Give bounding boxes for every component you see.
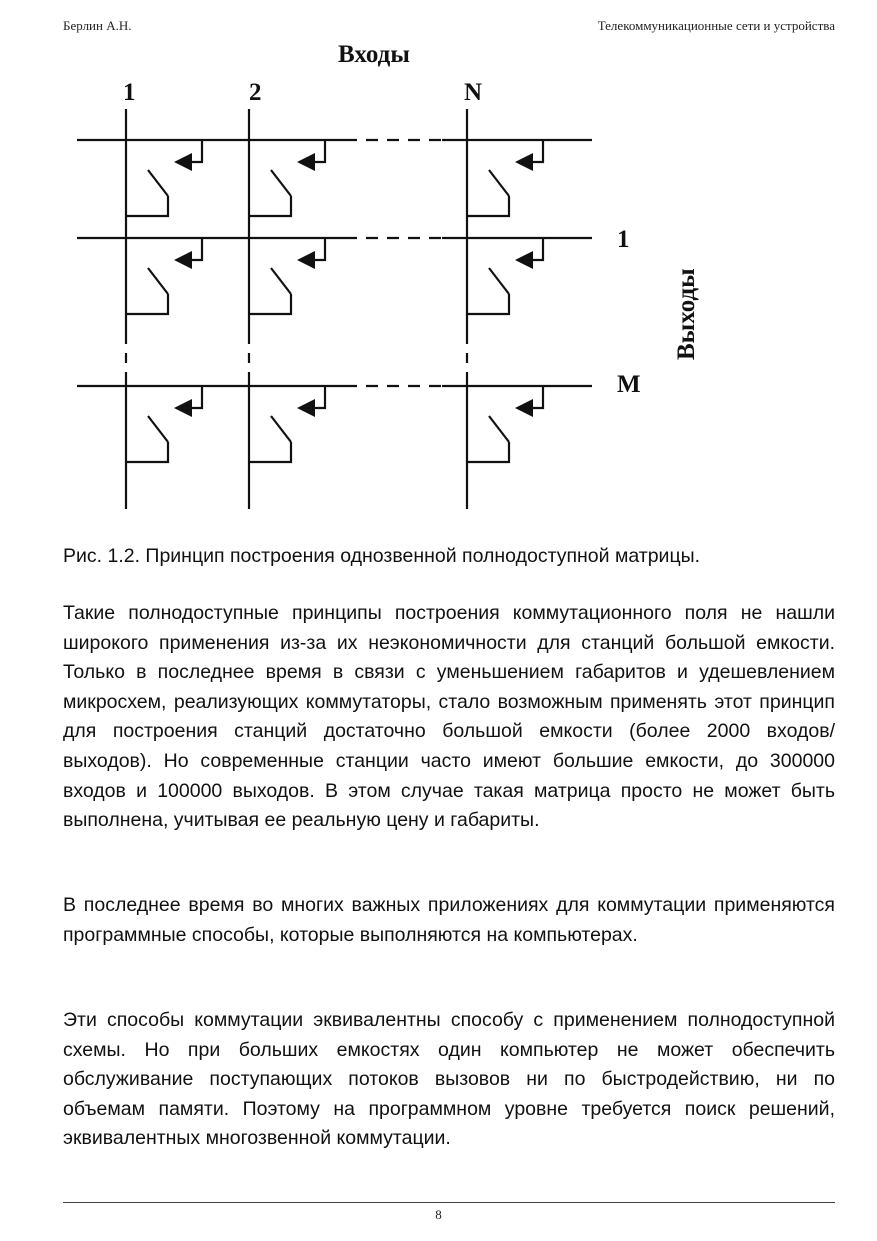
crosspoint-contact [489,268,509,294]
crosspoint-contact [271,416,291,442]
paragraph-1: Такие полнодоступные принципы построения коммутационного поля не нашли широкого применения из-за их неэкономичности для станций большой емкости. Только в последнее время в связи с уменьшением габаритов и удешевлением микросхем, реализующих коммутаторы, стало возможным применять этот принцип для построения станций достаточно большой емкости (более 2000 входов/выходов). Но современные станции часто имеют большие емкости, до 300000 входов и 100000 выходов. В этом случае такая матрица просто не может быть выполнена, учитывая ее реальную цену и габариты. [63,602,835,832]
crosspoint-control-lead [315,386,325,408]
inputs-title: Входы [338,41,410,68]
crosspoint-arrow [297,251,315,269]
crosspoint-contact [271,268,291,294]
crosspoint-arrow [515,399,533,417]
crosspoint-control-lead [533,238,543,260]
crosspoint-lead [467,442,509,462]
outputs-title: Выходы [673,268,700,360]
crosspoint-lead [467,294,509,314]
running-header-author: Берлин А.Н. [63,18,132,33]
footer-rule [63,1202,835,1203]
crosspoint-control-lead [192,140,202,162]
crosspoint-control-lead [533,140,543,162]
crosspoint-control-lead [533,386,543,408]
crosspoint-contact [148,416,168,442]
crosspoint-arrow [174,153,192,171]
crosspoint-arrow [174,399,192,417]
crosspoint-lead [126,196,168,216]
crosspoint-control-lead [192,238,202,260]
crosspoint-control-lead [192,386,202,408]
crosspoint-contact [148,268,168,294]
crosspoint-contact [489,416,509,442]
crosspoint-arrow [297,399,315,417]
crosspoint-lead [249,294,291,314]
crosspoint-arrow [174,251,192,269]
matrix-grid [77,109,592,509]
output-label-1: 1 [617,226,630,253]
crosspoint-lead [126,294,168,314]
input-label-2: 2 [249,79,262,106]
switching-matrix-diagram [62,34,712,514]
crosspoint-lead [249,442,291,462]
crosspoint-control-lead [315,140,325,162]
crosspoint-arrow [297,153,315,171]
output-label-m: M [617,371,641,398]
input-label-n: N [464,79,483,106]
crosspoint-arrow [515,153,533,171]
crosspoint-lead [126,442,168,462]
paragraph-2: В последнее время во многих важных приложениях для коммутации применяются программные способы, которые выполняются на компьютерах. [63,894,835,946]
crosspoint-contact [489,170,509,196]
crosspoint-lead [249,196,291,216]
figure-caption: Рис. 1.2. Принцип построения однозвенной полнодоступной матрицы. [63,545,701,567]
crosspoint-contact [271,170,291,196]
paragraph-3: Эти способы коммутации эквивалентны способу с применением полнодоступной схемы. Но при больших емкостях один компьютер не может обеспечить обслуживание поступающих потоков вызовов ни по быстродействию, ни по объемам памяти. Поэтому на программном уровне требуется поиск решений, эквивалентных многозвенной коммутации. [63,1009,835,1150]
crosspoint-contact [148,170,168,196]
crosspoint-lead [467,196,509,216]
page-number: 8 [435,1207,442,1222]
crosspoint-control-lead [315,238,325,260]
crosspoint-arrow [515,251,533,269]
input-label-1: 1 [123,79,136,106]
running-header-title: Телекоммуникационные сети и устройства [597,18,835,33]
